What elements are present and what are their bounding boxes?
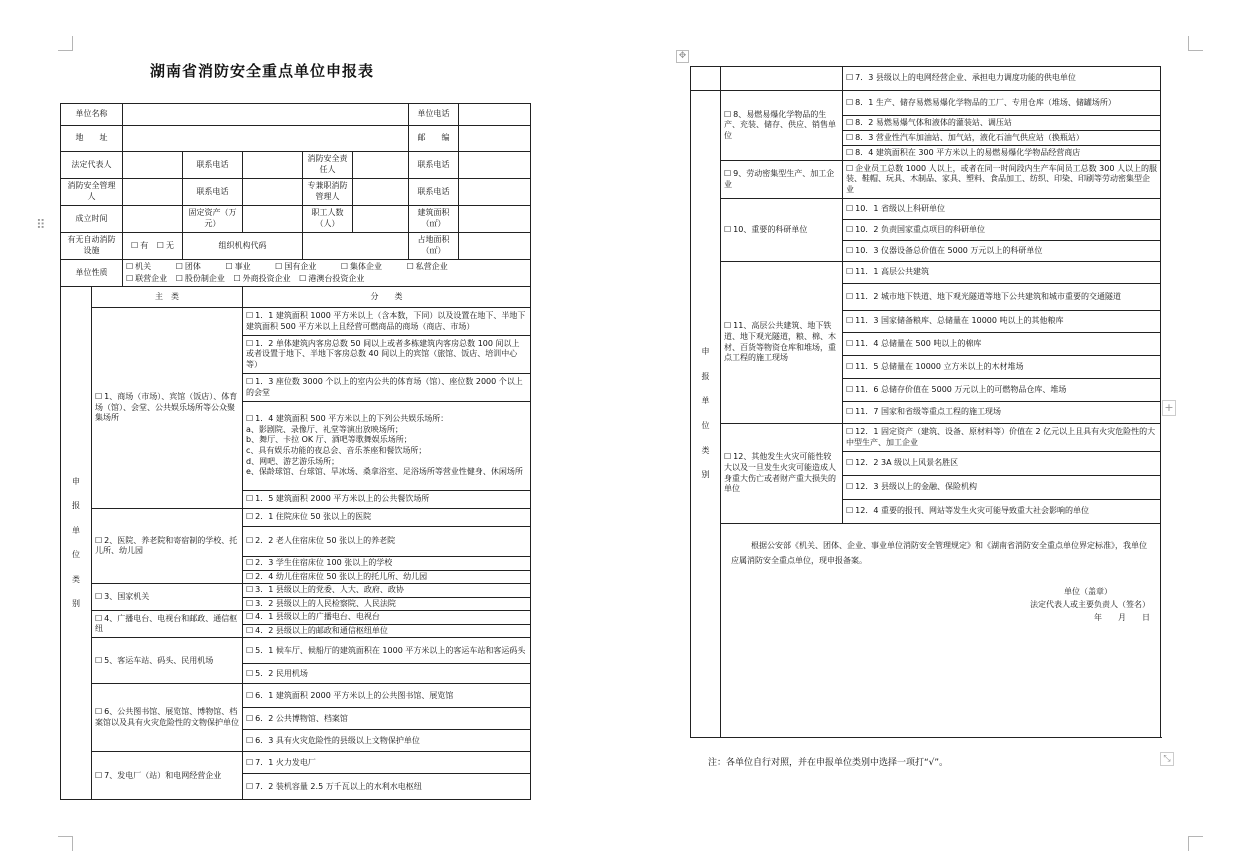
label-contact-phone: 联系电话 (409, 152, 459, 179)
label-fixed-assets: 固定资产（万元） (183, 206, 243, 233)
sub-category: ☐ 11．2 城市地下铁道、地下观光隧道等地下公共建筑和城市重要的交通隧道 (843, 284, 1161, 311)
sub-category: ☐ 企业员工总数 1000 人以上，或者在同一时间段内生产车间员工总数 300 人以上的服装、鞋帽、玩具、木制品、家具、塑料、食品加工、纺织、印染、印刷等劳动密集型企业 (843, 161, 1161, 199)
field-land-area[interactable] (459, 233, 531, 260)
sub-category: ☐ 1．4 建筑面积 500 平方米以上的下列公共娱乐场所： a、影剧院、录像厅、礼堂等演出放映场所； b、舞厅、卡拉 OK 厅、酒吧等歌舞娱乐场所； c、具有娱乐功能的夜总会、音乐茶座和餐饮场所； d、网吧、游艺游乐场所； e、保龄球馆、台球馆、旱冰场、桑拿浴室、足浴场所等营业性健身、休闲场所 (243, 402, 531, 491)
checkbox[interactable] (846, 458, 855, 467)
sub-category: ☐ 12．3 县级以上的金融、保险机构 (843, 476, 1161, 500)
field-employees[interactable] (353, 206, 409, 233)
checkbox[interactable] (246, 494, 255, 503)
label-fire-safety-manager: 消防安全管理人 (61, 179, 123, 206)
checkbox[interactable] (95, 592, 104, 601)
checkbox[interactable] (846, 506, 855, 515)
sub-category: ☐ 8．3 营业性汽车加油站、加气站，液化石油气供应站（换瓶站） (843, 131, 1161, 146)
label-address: 地 址 (61, 126, 123, 152)
nature-option[interactable]: ☐ 机关 (126, 262, 151, 271)
sub-category: ☐ 10．2 负责国家重点项目的科研单位 (843, 220, 1161, 241)
checkbox[interactable] (246, 558, 255, 567)
field-fixed-assets[interactable] (243, 206, 303, 233)
nature-option[interactable]: ☐ 股份制企业 (176, 274, 225, 283)
vertical-category-label: 申 报 单 位 类 别 (691, 91, 721, 738)
checkbox[interactable] (846, 98, 855, 107)
checkbox[interactable] (246, 669, 255, 678)
field-contact-phone[interactable] (243, 179, 303, 206)
sub-category: ☐ 6．1 建筑面积 2000 平方米以上的公共图书馆、展览馆 (243, 684, 531, 708)
field-building-area[interactable] (459, 206, 531, 233)
field-contact-phone[interactable] (459, 152, 531, 179)
sub-category: ☐ 10．1 省级以上科研单位 (843, 199, 1161, 220)
main-category-6: ☐ 6、公共图书馆、展览馆、博物馆、档案馆以及具有火灾危险性的文物保护单位 (92, 684, 243, 752)
checkbox[interactable] (246, 311, 255, 320)
sub-category: ☐ 3．1 县级以上的党委、人大、政府、政协 (243, 584, 531, 598)
sub-category: ☐ 11．6 总储存价值在 5000 万元以上的可燃物品仓库、堆场 (843, 379, 1161, 402)
seal-label: 单位（盖章） (1064, 587, 1112, 597)
field-postcode[interactable] (459, 126, 531, 152)
nature-option[interactable]: ☐ 外商投资企业 (233, 274, 290, 283)
main-category-10: ☐ 10、重要的科研单位 (721, 199, 843, 262)
sub-category: ☐ 4．1 县级以上的广播电台、电视台 (243, 611, 531, 625)
auto-fire-options (123, 233, 183, 260)
page-title: 湖南省消防安全重点单位申报表 (150, 62, 375, 80)
sub-category: ☐ 12．2 3A 级以上风景名胜区 (843, 452, 1161, 476)
sub-category: ☐ 6．2 公共博物馆、档案馆 (243, 708, 531, 730)
checkbox-has[interactable]: ☐ 有 (131, 241, 148, 250)
checkbox[interactable] (846, 407, 855, 416)
checkbox[interactable] (246, 536, 255, 545)
sub-category: ☐ 1．1 建筑面积 1000 平方米以上（含本数，下同）以及设置在地下、半地下建筑面积 500 平方米以上且经营可燃商品的商场（商店、市场） (243, 308, 531, 336)
sub-category: ☐ 11．4 总储量在 500 吨以上的棉库 (843, 333, 1161, 356)
checkbox[interactable] (846, 316, 855, 325)
label-org-code: 组织机构代码 (183, 233, 303, 260)
field-contact-phone[interactable] (459, 179, 531, 206)
label-contact-phone: 联系电话 (183, 152, 243, 179)
checkbox[interactable] (246, 599, 255, 608)
nature-option[interactable]: ☐ 联营企业 (126, 274, 167, 283)
sub-category: ☐ 6．3 具有火灾危险性的县级以上文物保护单位 (243, 730, 531, 752)
sub-category: ☐ 8．4 建筑面积在 300 平方米以上的易燃易爆化学物品经营商店 (843, 146, 1161, 161)
page-corner-mark (1188, 36, 1203, 51)
checkbox[interactable] (95, 392, 104, 401)
sub-category: ☐ 12．1 固定资产（建筑、设备、原材料等）价值在 2 亿元以上且具有火灾危险性的大中型生产、加工企业 (843, 424, 1161, 452)
checkbox[interactable] (95, 536, 104, 545)
page-corner-mark (1188, 836, 1203, 851)
nature-option[interactable]: ☐ 港澳台投资企业 (299, 274, 364, 283)
sub-category: ☐ 8．2 易燃易爆气体和液体的灌装站、调压站 (843, 116, 1161, 131)
sub-category: ☐ 7．3 县级以上的电网经营企业、承担电力调度功能的供电单位 (843, 67, 1161, 91)
checkbox[interactable] (846, 225, 855, 234)
sub-category: ☐ 4．2 县级以上的邮政和通信枢纽单位 (243, 624, 531, 638)
unit-nature-options (123, 260, 531, 287)
sub-category: ☐ 1．3 座位数 3000 个以上的室内公共的体育场（馆）、座位数 2000 个以上的会堂 (243, 374, 531, 402)
label-contact-phone: 联系电话 (409, 179, 459, 206)
signature-block (731, 586, 1150, 624)
checkbox[interactable] (846, 73, 855, 82)
label-employees: 职工人数（人） (303, 206, 353, 233)
checkbox[interactable] (724, 321, 733, 330)
checkbox[interactable] (724, 110, 733, 119)
checkbox[interactable] (846, 246, 855, 255)
label-land-area: 占地面积（㎡） (409, 233, 459, 260)
checkbox[interactable] (846, 362, 855, 371)
declaration-text: 根据公安部《机关、团体、企业、事业单位消防安全管理规定》和《湖南省消防安全重点单位界定标准》，我单位应属消防安全重点单位，现申报备案。 (731, 541, 1147, 566)
nature-option[interactable]: ☐ 国有企业 (275, 262, 316, 271)
field-legal-rep[interactable] (123, 152, 183, 179)
checkbox[interactable] (95, 656, 104, 665)
checkbox[interactable] (846, 267, 855, 276)
checkbox[interactable] (95, 707, 104, 716)
main-category-3: ☐ 3、国家机关 (92, 584, 243, 611)
checkbox[interactable] (846, 204, 855, 213)
label-full-time-fire: 专兼职消防管理人 (303, 179, 353, 206)
resize-handle-icon[interactable]: ⤡ (1160, 752, 1174, 766)
label-unit-phone: 单位电话 (409, 104, 459, 126)
checkbox[interactable] (246, 414, 255, 423)
field-contact-phone[interactable] (243, 152, 303, 179)
footnote: 注：各单位自行对照，并在申报单位类别中选择一项打“√”。 (708, 758, 949, 768)
checkbox[interactable] (846, 482, 855, 491)
page-corner-mark (58, 36, 73, 51)
sub-category: ☐ 12．4 重要的报刊、网站等发生火灾可能导致重大社会影响的单位 (843, 500, 1161, 524)
checkbox[interactable] (246, 339, 255, 348)
field-unit-phone[interactable] (459, 104, 531, 126)
field-fire-safety-officer[interactable] (353, 152, 409, 179)
checkbox[interactable] (846, 118, 855, 127)
sub-category: ☐ 11．7 国家和省级等重点工程的施工现场 (843, 402, 1161, 424)
page-corner-mark (58, 836, 73, 851)
header-main-category: 主 类 (92, 287, 243, 308)
sub-category: ☐ 7．2 装机容量 2.5 万千瓦以上的水利水电枢纽 (243, 774, 531, 800)
table-move-handle-icon[interactable]: ✥ (676, 50, 689, 63)
spacer-cell (691, 67, 721, 91)
checkbox[interactable] (246, 626, 255, 635)
field-unit-name[interactable] (123, 104, 409, 126)
checkbox[interactable] (95, 771, 104, 780)
sub-category: ☐ 2．2 老人住宿床位 50 张以上的养老院 (243, 527, 531, 557)
checkbox[interactable] (724, 225, 733, 234)
checkbox[interactable] (724, 452, 733, 461)
spacer-cell (721, 67, 843, 91)
checkbox-has-not[interactable]: ☐ 无 (157, 241, 174, 250)
checkbox[interactable] (246, 585, 255, 594)
checkbox[interactable] (846, 164, 855, 173)
main-category-1: ☐ 1、商场（市场）、宾馆（饭店）、体育场（馆）、会堂、公共娱乐场所等公众聚集场所 (92, 308, 243, 509)
sub-category: ☐ 8．1 生产、储存易燃易爆化学物品的工厂、专用仓库（堆场、储罐场所） (843, 91, 1161, 116)
sub-category: ☐ 2．3 学生住宿床位 100 张以上的学校 (243, 557, 531, 571)
label-postcode: 邮 编 (409, 126, 459, 152)
sub-category: ☐ 2．1 住院床位 50 张以上的医院 (243, 509, 531, 527)
checkbox[interactable] (246, 612, 255, 621)
header-sub-category: 分 类 (243, 287, 531, 308)
main-category-8: ☐ 8、易燃易爆化学物品的生产、充装、储存、供应、销售单位 (721, 91, 843, 161)
label-building-area: 建筑面积（㎡） (409, 206, 459, 233)
label-auto-fire: 有无自动消防设施 (61, 233, 123, 260)
sub-category: ☐ 3．2 县级以上的人民检察院、人民法院 (243, 597, 531, 611)
main-category-9: ☐ 9、劳动密集型生产、加工企业 (721, 161, 843, 199)
field-full-time-fire[interactable] (353, 179, 409, 206)
sub-category: ☐ 10．3 仪器设备总价值在 5000 万元以上的科研单位 (843, 241, 1161, 262)
main-category-4: ☐ 4、广播电台、电视台和邮政、通信枢纽 (92, 611, 243, 638)
sub-category: ☐ 5．1 候车厅、候船厅的建筑面积在 1000 平方米以上的客运车站和客运码头 (243, 638, 531, 664)
checkbox[interactable] (246, 512, 255, 521)
checkbox[interactable] (846, 148, 855, 157)
sub-category: ☐ 11．5 总储量在 10000 立方米以上的木材堆场 (843, 356, 1161, 379)
add-column-icon[interactable]: + (1162, 400, 1176, 416)
vertical-category-label: 申 报 单 位 类 别 (61, 287, 92, 800)
checkbox[interactable] (846, 133, 855, 142)
sub-category: ☐ 1．2 单体建筑内客房总数 50 间以上或者多栋建筑内客房总数 100 间以上或者设置于地下、半地下客房总数 40 间以上的宾馆（旅馆、饭店、培训中心等） (243, 336, 531, 374)
nature-option[interactable]: ☐ 事业 (225, 262, 250, 271)
checkbox[interactable] (846, 385, 855, 394)
sub-category: ☐ 7．1 火力发电厂 (243, 752, 531, 774)
main-category-11: ☐ 11、高层公共建筑、地下铁道、地下观光隧道，粮、棉、木材、百货等物资仓库和堆场，重点工程的施工现场 (721, 262, 843, 424)
label-fire-safety-officer: 消防安全责任人 (303, 152, 353, 179)
checkbox[interactable] (246, 646, 255, 655)
sub-category: ☐ 11．3 国家储备粮库、总储量在 10000 吨以上的其他粮库 (843, 311, 1161, 333)
nature-option[interactable]: ☐ 集体企业 (341, 262, 382, 271)
main-category-2: ☐ 2、医院、养老院和寄宿制的学校、托儿所、幼儿园 (92, 509, 243, 584)
checkbox[interactable] (246, 572, 255, 581)
date-label: 年 月 日 (1094, 612, 1150, 622)
nature-option[interactable]: ☐ 团体 (176, 262, 201, 271)
nature-option[interactable]: ☐ 私营企业 (407, 262, 448, 271)
sub-category: ☐ 11．1 高层公共建筑 (843, 262, 1161, 284)
application-table-right (690, 66, 1161, 738)
checkbox[interactable] (95, 614, 104, 623)
field-address[interactable] (123, 126, 409, 152)
label-unit-name: 单位名称 (61, 104, 123, 126)
signer-label: 法定代表人或主要负责人（签名） (1030, 600, 1150, 610)
checkbox[interactable] (246, 758, 255, 767)
checkbox[interactable] (246, 736, 255, 745)
application-table-left (60, 103, 531, 800)
main-category-12: ☐ 12、其他发生火灾可能性较大以及一旦发生火灾可能造成人身重大伤亡或者财产重大损失的单位 (721, 424, 843, 524)
checkbox[interactable] (246, 782, 255, 791)
label-unit-nature: 单位性质 (61, 260, 123, 287)
sub-category: ☐ 5．2 民用机场 (243, 664, 531, 684)
label-contact-phone: 联系电话 (183, 179, 243, 206)
label-established: 成立时间 (61, 206, 123, 233)
main-category-7: ☐ 7、发电厂（站）和电网经营企业 (92, 752, 243, 800)
checkbox[interactable] (846, 292, 855, 301)
sub-category: ☐ 1．5 建筑面积 2000 平方米以上的公共餐饮场所 (243, 491, 531, 509)
field-established[interactable] (123, 206, 183, 233)
checkbox[interactable] (246, 714, 255, 723)
checkbox[interactable] (846, 427, 855, 436)
field-fire-safety-manager[interactable] (123, 179, 183, 206)
checkbox[interactable] (246, 691, 255, 700)
checkbox[interactable] (724, 169, 733, 178)
drag-handle-icon[interactable]: ⠿ (36, 218, 46, 233)
checkbox[interactable] (846, 339, 855, 348)
main-category-5: ☐ 5、客运车站、码头、民用机场 (92, 638, 243, 684)
checkbox[interactable] (246, 377, 255, 386)
field-org-code[interactable] (303, 233, 409, 260)
sub-category: ☐ 2．4 幼儿住宿床位 50 张以上的托儿所、幼儿园 (243, 570, 531, 584)
declaration-cell (721, 524, 1161, 738)
label-legal-rep: 法定代表人 (61, 152, 123, 179)
